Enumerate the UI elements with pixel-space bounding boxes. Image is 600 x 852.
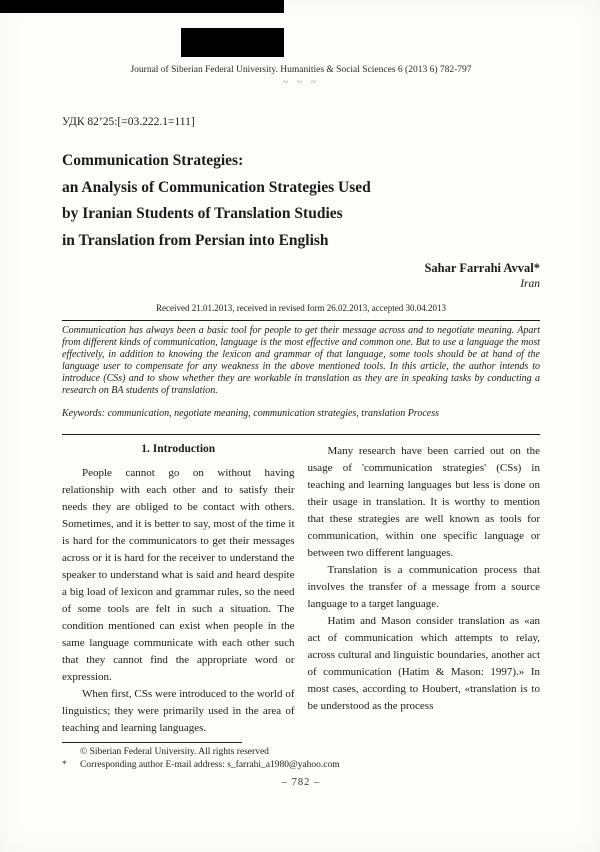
right-column — [308, 443, 541, 737]
right-column-paragraph-1: Many research have been carried out on the usage of 'communication strategies' (CSs) in teaching and learning languages but less is done on their usage in translation. It is worthy to mention that these strategies are well known as tools for communication, within one specific language or between two different languages. — [307, 445, 540, 560]
article-title-line-2: an Analysis of Communication Strategies Used — [62, 178, 371, 196]
right-column-paragraph-3: Hatim and Mason consider translation as «an act of communication which attempts to relay, across cultural and linguistic boundaries, another act of communication (Hatim & Mason: 1997).» In most cases, according to Houbert, «translation is to be understood as the process — [307, 615, 540, 713]
section-heading-introduction: 1. Introduction — [141, 443, 216, 456]
footnote-asterisk: * — [62, 759, 67, 770]
page-number: – 782 – — [281, 777, 321, 789]
tilde-separator: ~ ~ ~ — [282, 77, 320, 88]
received-dates: Received 21.01.2013, received in revised form 26.02.2013, accepted 30.04.2013 — [156, 303, 446, 313]
abstract-top-rule — [62, 320, 540, 321]
redaction-bar-secondary — [181, 28, 284, 57]
abstract: Communication has always been a basic tool for people to get their message across and to negotiate meaning. Apart from different kinds of communication, language is the most effective and common one. But to use a language the most effectively, in addition to knowing the lexicon and grammar of that language, some tools should be at hand of the language user to compensate for any weakness in the above mentioned tools. In this article, the author intends to introduce (CSs) and to show whether they are workable in translation as they are in speaking tasks by conducting a research on BA students of translation. — [62, 325, 540, 396]
left-column-paragraph-2: When first, CSs were introduced to the world of linguistics; they were primarily used in the area of teaching and learning languages. — [62, 688, 295, 735]
article-title — [62, 148, 540, 254]
footnote-contact-text: Corresponding author E-mail address: s_farrahi_a1980@yahoo.com — [80, 759, 340, 770]
footnote-copyright: © Siberian Federal University. All rights reserved — [80, 747, 269, 758]
left-column-paragraph-1: People cannot go on without having relationship with each other and to satisfy their needs they are obliged to be contact with others. Sometimes, and it is better to say, most of the time it is hard for the communicators to get their messages across or it is hard for the receiver to understand the speaker to understand what is said and heard despite a big load of lexicon and grammar rules, so the need of some tools are felt in such a situation. The condition mentioned can exist when people in the same language communicate with each other such that they cannot find the appropriate word or expression. — [62, 467, 295, 684]
footnote-rule — [62, 742, 242, 743]
article-title-line-1: Communication Strategies: — [62, 152, 244, 169]
footnote-block — [62, 742, 540, 771]
article-title-line-4: in Translation from Persian into English — [62, 231, 329, 249]
author-country: Iran — [520, 278, 540, 290]
footnote-contact — [62, 759, 540, 772]
keywords-bottom-rule — [62, 434, 540, 435]
article-title-line-3: by Iranian Students of Translation Studies — [62, 205, 343, 222]
author-name: Sahar Farrahi Avval* — [424, 261, 540, 275]
two-column-body — [62, 443, 540, 737]
author-block — [62, 260, 540, 292]
keywords: Keywords: communication, negotiate meaning, communication strategies, translation Process — [62, 408, 439, 420]
right-column-paragraph-2: Translation is a communication process that involves the transfer of a message from a source language to a target language. — [307, 564, 540, 611]
udc-code: УДК 82’25:[=03.222.1=111] — [62, 116, 195, 128]
journal-header: Journal of Siberian Federal University. Humanities & Social Sciences 6 (2013 6) 782-797 — [130, 65, 472, 75]
left-column — [62, 443, 295, 737]
redaction-bar-top — [0, 0, 284, 13]
